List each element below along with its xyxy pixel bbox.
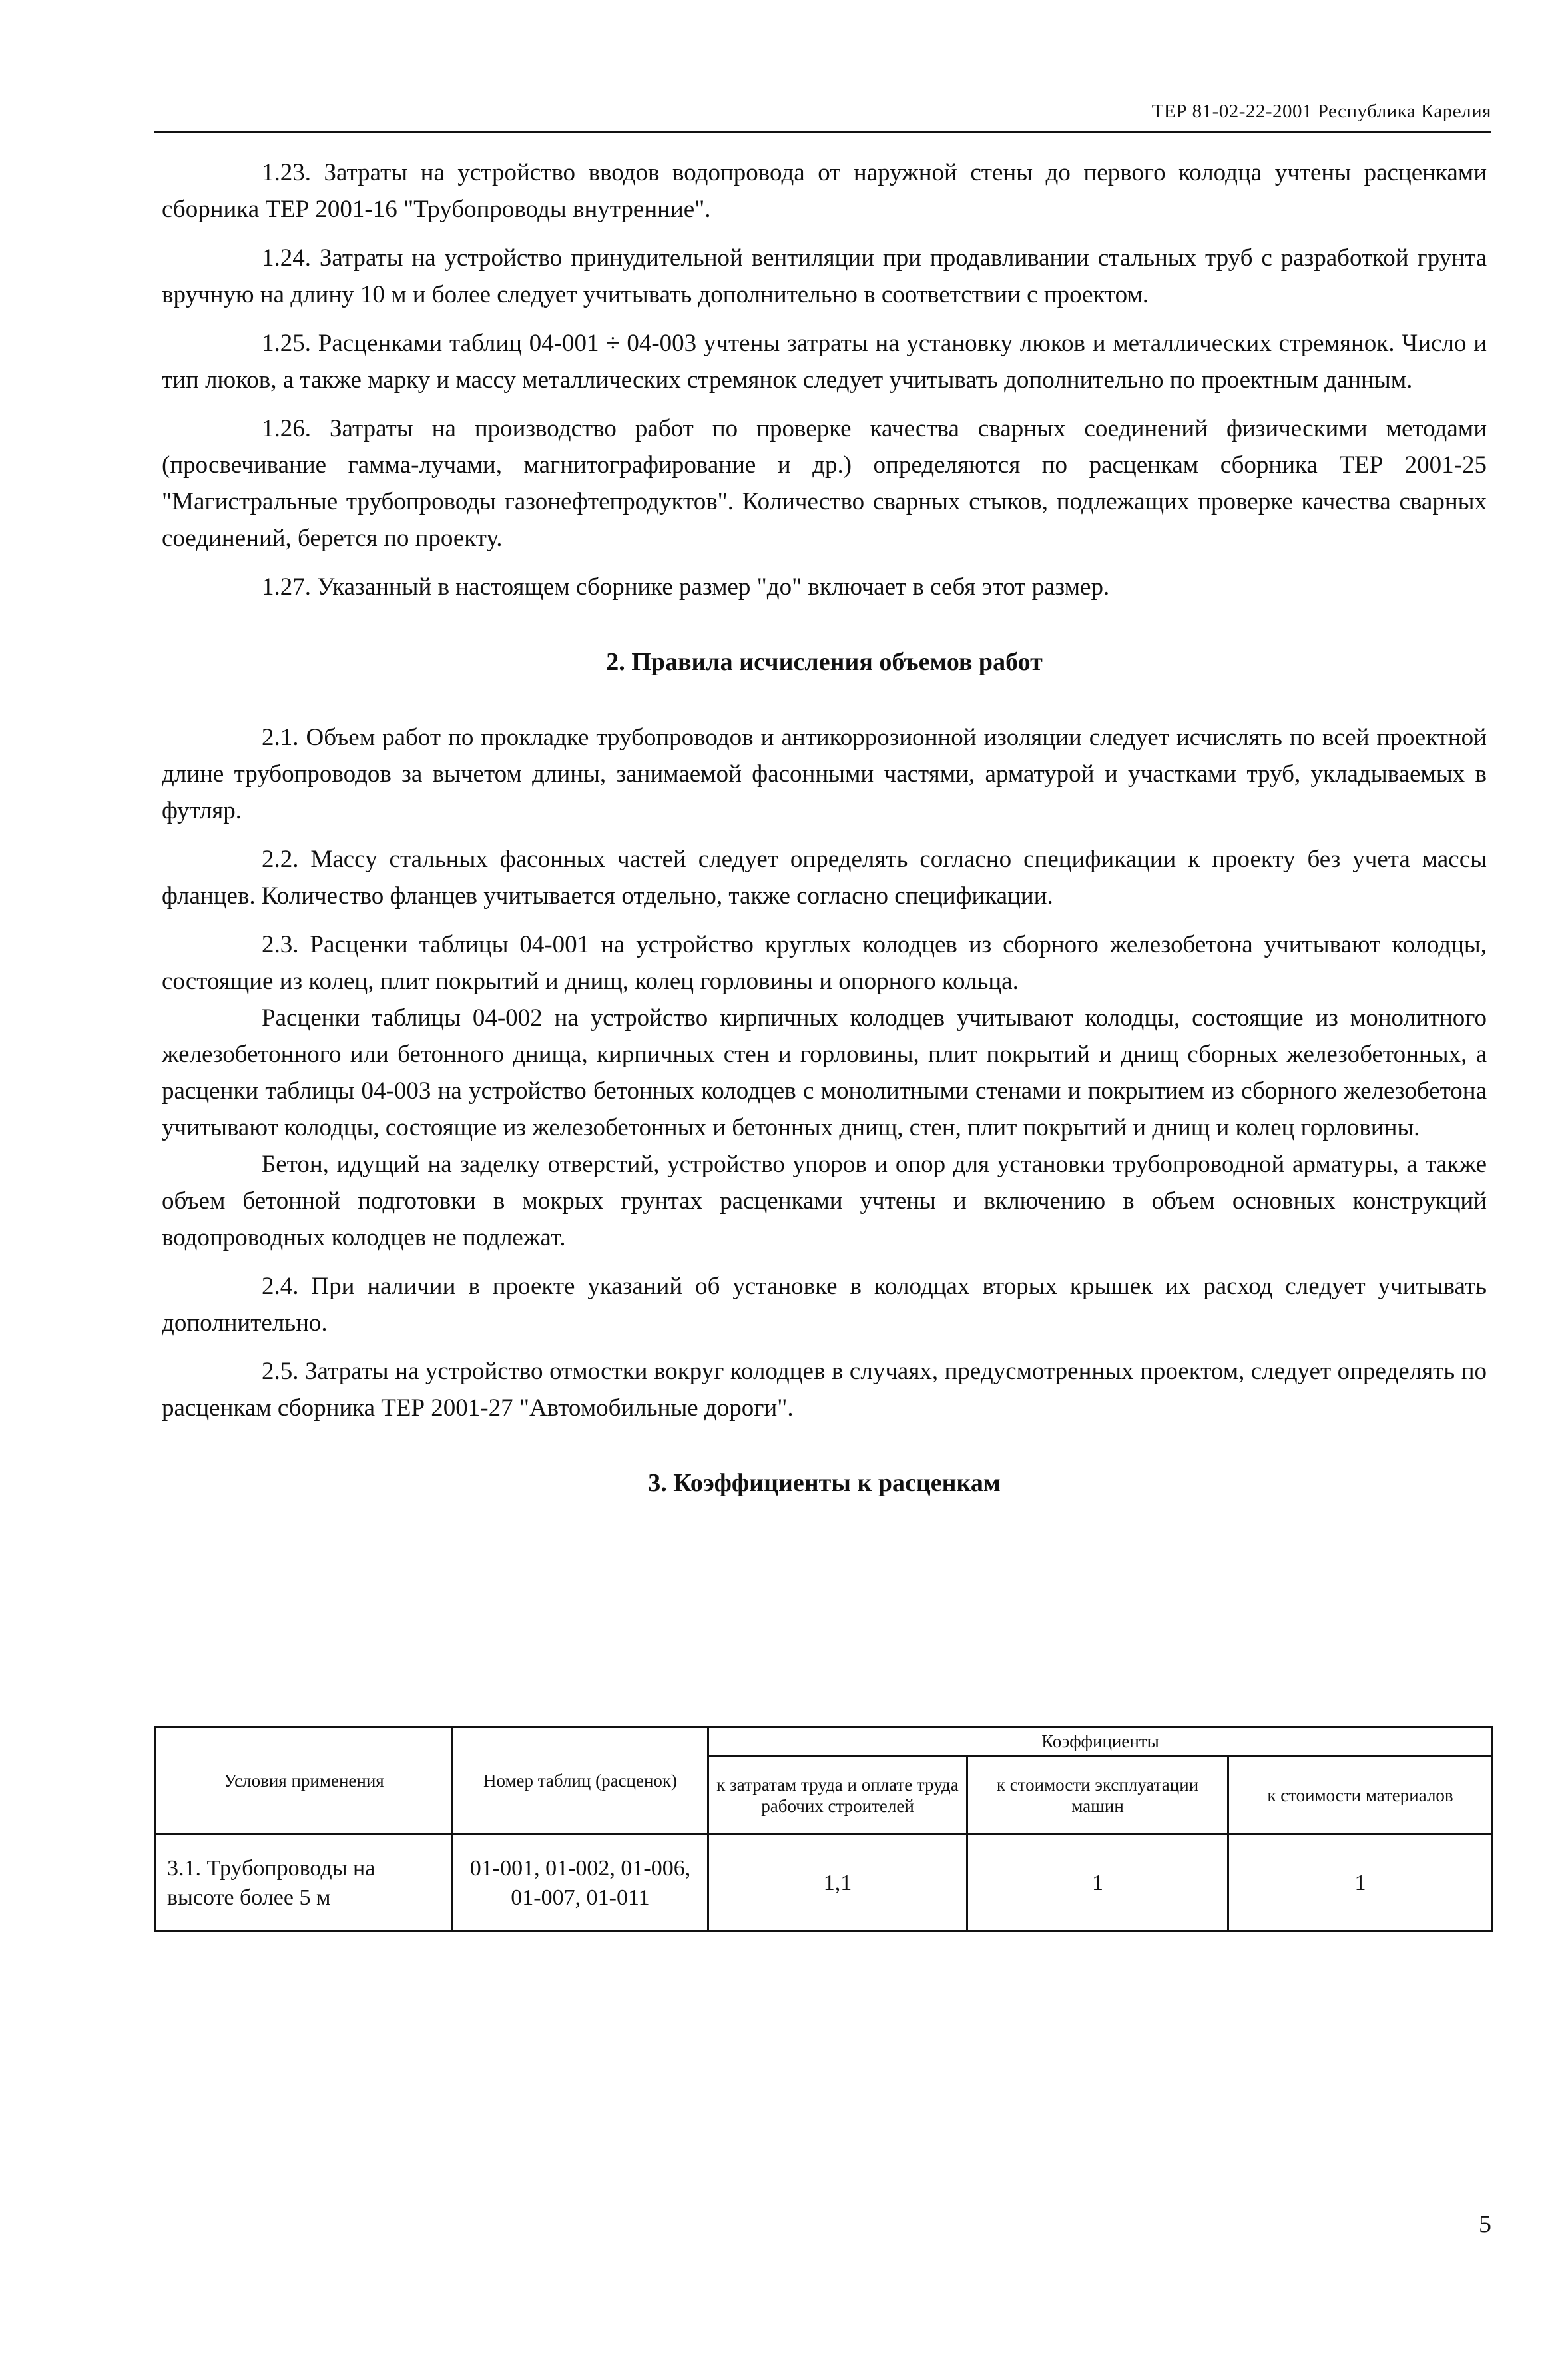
cell-labor: 1,1 xyxy=(708,1835,967,1932)
paragraph-2-3: 2.3. Расценки таблицы 04-001 на устройство круглых колодцев из сборного железобетона учитывают колодцы, состоящие из колец, плит покрытий и днищ, колец горловины и опорного кольца. xyxy=(162,931,1487,995)
paragraph-1-23: 1.23. Затраты на устройство вводов водопровода от наружной стены до первого колодца учтены расценками сборника ТЕР 2001-16 "Трубопроводы внутренние". xyxy=(162,159,1487,223)
running-header: ТЕР 81-02-22-2001 Республика Карелия xyxy=(1151,101,1491,122)
section-2-title: 2. Правила исчисления объемов работ xyxy=(606,648,1043,676)
paragraph-1-25: 1.25. Расценками таблиц 04-001 ÷ 04-003 учтены затраты на установку люков и металлических стремянок. Число и тип люков, а также марку и массу металлических стремянок следует учитывать дополнительно по проектным данным. xyxy=(162,330,1487,394)
paragraph-2-5: 2.5. Затраты на устройство отмостки вокруг колодцев в случаях, предусмотренных проектом, следует определять по расценкам сборника ТЕР 2001-27 "Автомобильные дороги". xyxy=(162,1358,1487,1422)
page-number: 5 xyxy=(1479,2210,1491,2238)
paragraph-2-3-concrete: Бетон, идущий на заделку отверстий, устройство упоров и опор для установки трубопроводной арматуры, а также объем бетонной подготовки в мокрых грунтах расценками учтены и включению в объем основных конструкций водопроводных колодцев не подлежат. xyxy=(162,1151,1487,1251)
cell-materials: 1 xyxy=(1228,1835,1493,1932)
cell-table-numbers: 01-001, 01-002, 01-006, 01-007, 01-011 xyxy=(453,1835,708,1932)
paragraph-2-2: 2.2. Массу стальных фасонных частей следует определять согласно спецификации к проекту без учета массы фланцев. Количество фланцев учитывается отдельно, также согласно спецификации. xyxy=(162,846,1487,910)
paragraph-1-24: 1.24. Затраты на устройство принудительной вентиляции при продавливании стальных труб с разработкой грунта вручную на длину 10 м и более следует учитывать дополнительно в соответствии с проектом. xyxy=(162,244,1487,308)
paragraph-1-26: 1.26. Затраты на производство работ по проверке качества сварных соединений физическими методами (просвечивание гамма-лучами, магнитографирование и др.) определяются по расценкам сборника ТЕР 2001-25 "Магистральные трубопроводы газонефтепродуктов". Количество сварных стыков, подлежащих проверке качества сварных соединений, берется по проекту. xyxy=(162,415,1487,552)
header-conditions: Условия применения xyxy=(156,1727,453,1835)
section-3-title: 3. Коэффициенты к расценкам xyxy=(648,1469,1001,1497)
paragraph-2-3-bricks: Расценки таблицы 04-002 на устройство кирпичных колодцев учитывают колодцы, состоящие из монолитного железобетонного или бетонного днища, кирпичных стен и горловины, плит покрытий и днищ сборных железобетонных, а расценки таблицы 04-003 на устройство бетонных колодцев с монолитными стенами и покрытием из сборного железобетона учитывают колодцы, состоящие из железобетонных и бетонных днищ, стен, плит покрытий и днищ и колец горловины. xyxy=(162,1004,1487,1141)
paragraph-1-27: 1.27. Указанный в настоящем сборнике размер "до" включает в себя этот размер. xyxy=(262,573,1110,601)
header-materials: к стоимости материалов xyxy=(1228,1756,1493,1835)
header-coefficients: Коэффициенты xyxy=(708,1727,1493,1756)
header-table-numbers: Номер таблиц (расценок) xyxy=(453,1727,708,1835)
paragraph-2-1: 2.1. Объем работ по прокладке трубопроводов и антикоррозионной изоляции следует исчислять по всей проектной длине трубопроводов за вычетом длины, занимаемой фасонными частями, арматурой и участками труб, укладываемых в футляр. xyxy=(162,724,1487,824)
cell-machines: 1 xyxy=(967,1835,1228,1932)
header-machines: к стоимости эксплуатации машин xyxy=(967,1756,1228,1835)
header-rule xyxy=(154,131,1491,133)
coefficients-table xyxy=(154,1726,1493,1932)
paragraph-2-4: 2.4. При наличии в проекте указаний об установке в колодцах вторых крышек их расход следует учитывать дополнительно. xyxy=(162,1273,1487,1336)
cell-condition: 3.1. Трубопроводы на высоте более 5 м xyxy=(156,1835,453,1932)
document-body xyxy=(162,154,1487,1540)
header-labor: к затратам труда и оплате труда рабочих строителей xyxy=(708,1756,967,1835)
table-row xyxy=(156,1835,1493,1932)
